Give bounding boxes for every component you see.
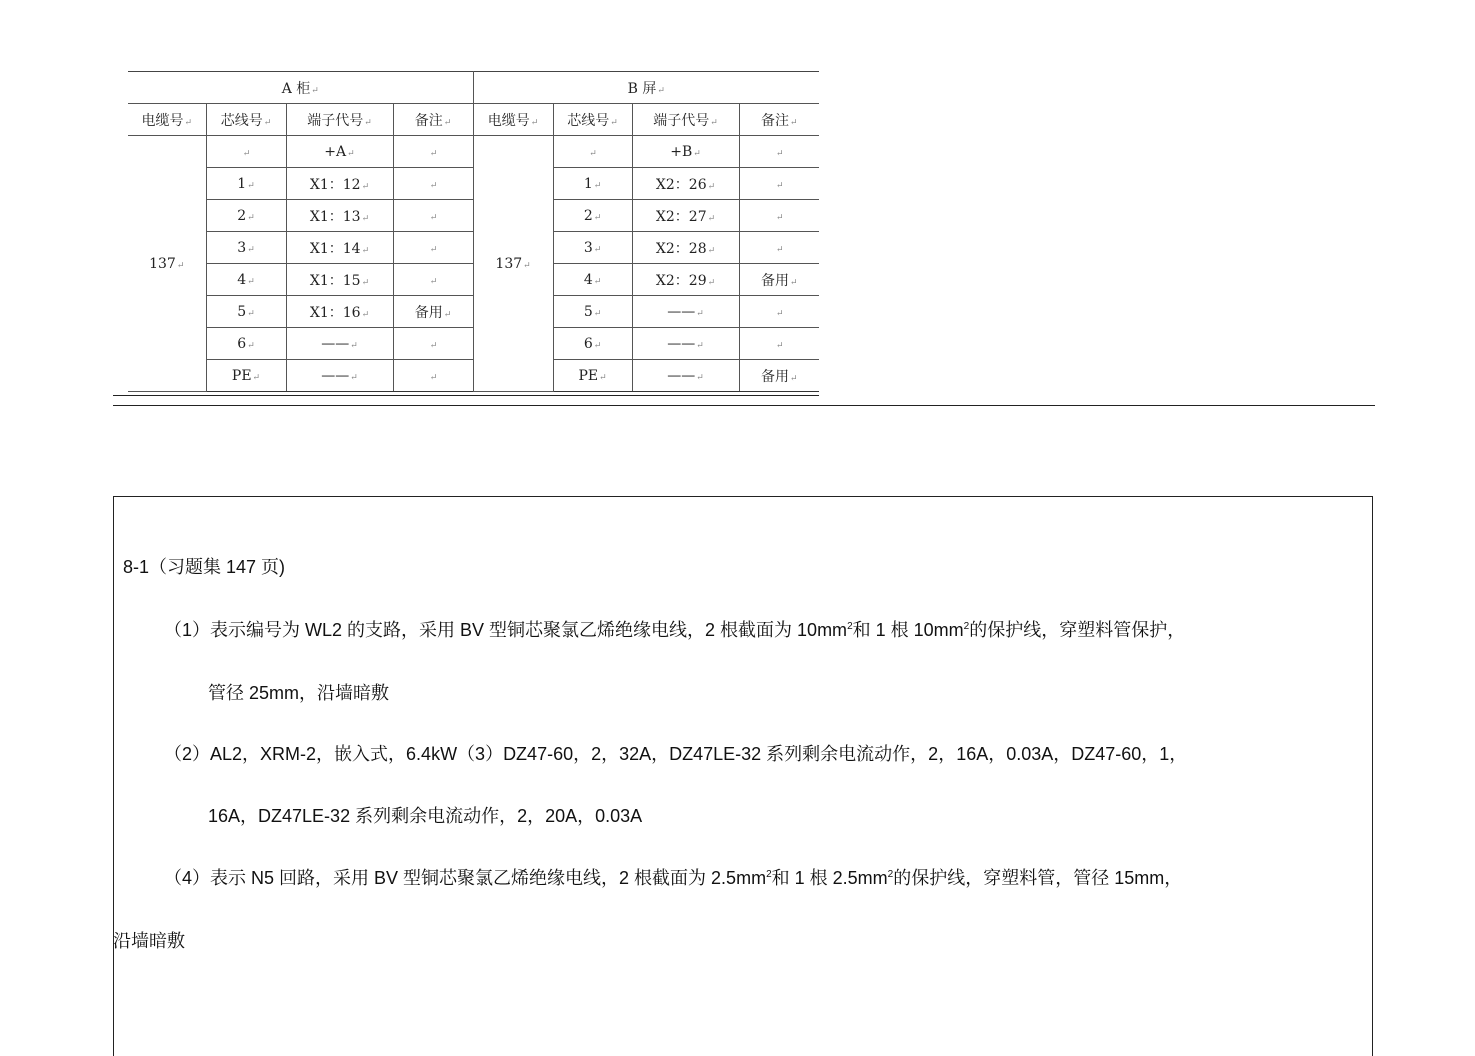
terminal-a: —— ↵ xyxy=(286,360,393,392)
cable-no-a: 137 ↵ xyxy=(128,136,206,392)
note-a xyxy=(393,200,473,232)
terminal-b: +B ↵ xyxy=(632,136,739,168)
terminal-a: X1：16 ↵ xyxy=(286,296,393,328)
answer-item-1-line-2: 管径 25mm，沿墙暗敷 xyxy=(208,683,390,703)
core-no-b xyxy=(553,136,632,168)
core-no-a: PE ↵ xyxy=(206,360,286,392)
note-a xyxy=(393,136,473,168)
cable-terminal-table xyxy=(128,71,819,392)
terminal-b: X2：26 ↵ xyxy=(632,168,739,200)
table-row xyxy=(128,136,819,168)
note-a xyxy=(393,328,473,360)
terminal-a: —— ↵ xyxy=(286,328,393,360)
terminal-a: X1：15 ↵ xyxy=(286,264,393,296)
header-note-b: 备注 ↵ xyxy=(739,104,819,136)
table-bottom-rule xyxy=(113,395,819,396)
answer-item-2-line-2: 16A，DZ47LE-32 系列剩余电流动作，2，20A，0.03A xyxy=(208,806,643,826)
core-no-a: 5 ↵ xyxy=(206,296,286,328)
note-a xyxy=(393,232,473,264)
note-b xyxy=(739,136,819,168)
core-no-a: 2 ↵ xyxy=(206,200,286,232)
terminal-b: —— ↵ xyxy=(632,360,739,392)
terminal-a: X1：12 ↵ xyxy=(286,168,393,200)
core-no-a: 6 ↵ xyxy=(206,328,286,360)
note-a xyxy=(393,168,473,200)
note-b xyxy=(739,200,819,232)
core-no-b: 2 ↵ xyxy=(553,200,632,232)
terminal-b: X2：27 ↵ xyxy=(632,200,739,232)
note-a xyxy=(393,360,473,392)
terminal-a: X1：14 ↵ xyxy=(286,232,393,264)
note-b xyxy=(739,168,819,200)
header-core-no-b: 芯线号 ↵ xyxy=(553,104,632,136)
answer-heading: 8-1（习题集 147 页) xyxy=(123,557,286,577)
note-b: 备用 ↵ xyxy=(739,264,819,296)
core-no-a: 4 ↵ xyxy=(206,264,286,296)
note-b xyxy=(739,232,819,264)
terminal-b: —— ↵ xyxy=(632,296,739,328)
header-terminal-a: 端子代号 ↵ xyxy=(286,104,393,136)
answer-item-4-line-1: （4）表示 N5 回路，采用 BV 型铜芯聚氯乙烯绝缘电线，2 根截面为 $2.5mm^2$和 1 根 $2.5mm^2$的保护线，穿塑料管，管径 15mm， xyxy=(164,868,1183,888)
header-cable-no-b: 电缆号 ↵ xyxy=(473,104,553,136)
core-no-b: 4 ↵ xyxy=(553,264,632,296)
section-divider xyxy=(113,405,1375,406)
terminal-b: X2：29 ↵ xyxy=(632,264,739,296)
answer-box xyxy=(113,496,1373,1056)
core-no-b: 1 ↵ xyxy=(553,168,632,200)
core-no-a xyxy=(206,136,286,168)
terminal-b: —— ↵ xyxy=(632,328,739,360)
answer-item-4-line-2: 沿墙暗敷 xyxy=(113,931,185,951)
core-no-b: PE ↵ xyxy=(553,360,632,392)
terminal-a: X1：13 ↵ xyxy=(286,200,393,232)
core-no-b: 3 ↵ xyxy=(553,232,632,264)
header-note-a: 备注 ↵ xyxy=(393,104,473,136)
core-no-a: 3 ↵ xyxy=(206,232,286,264)
answer-item-2-line-1: （2）AL2，XRM-2，嵌入式，6.4kW（3）DZ47-60，2，32A，DZ47LE-32 系列剩余电流动作，2，16A，0.03A，DZ47-60，1， xyxy=(164,744,1188,764)
group-a-header: A 柜 ↵ xyxy=(128,72,473,104)
core-no-b: 5 ↵ xyxy=(553,296,632,328)
terminal-a: +A ↵ xyxy=(286,136,393,168)
core-no-b: 6 ↵ xyxy=(553,328,632,360)
cable-no-b: 137 ↵ xyxy=(473,136,553,392)
header-core-no-a: 芯线号 ↵ xyxy=(206,104,286,136)
header-cable-no-a: 电缆号 ↵ xyxy=(128,104,206,136)
answer-item-1-line-1: （1）表示编号为 WL2 的支路，采用 BV 型铜芯聚氯乙烯绝缘电线，2 根截面为 $10mm^2$和 1 根 $10mm^2$的保护线，穿塑料管保护， xyxy=(164,620,1186,640)
note-b xyxy=(739,328,819,360)
note-a: 备用 ↵ xyxy=(393,296,473,328)
terminal-b: X2：28 ↵ xyxy=(632,232,739,264)
header-terminal-b: 端子代号 ↵ xyxy=(632,104,739,136)
note-a xyxy=(393,264,473,296)
group-b-header: B 屏 ↵ xyxy=(473,72,819,104)
note-b xyxy=(739,296,819,328)
core-no-a: 1 ↵ xyxy=(206,168,286,200)
note-b: 备用 ↵ xyxy=(739,360,819,392)
